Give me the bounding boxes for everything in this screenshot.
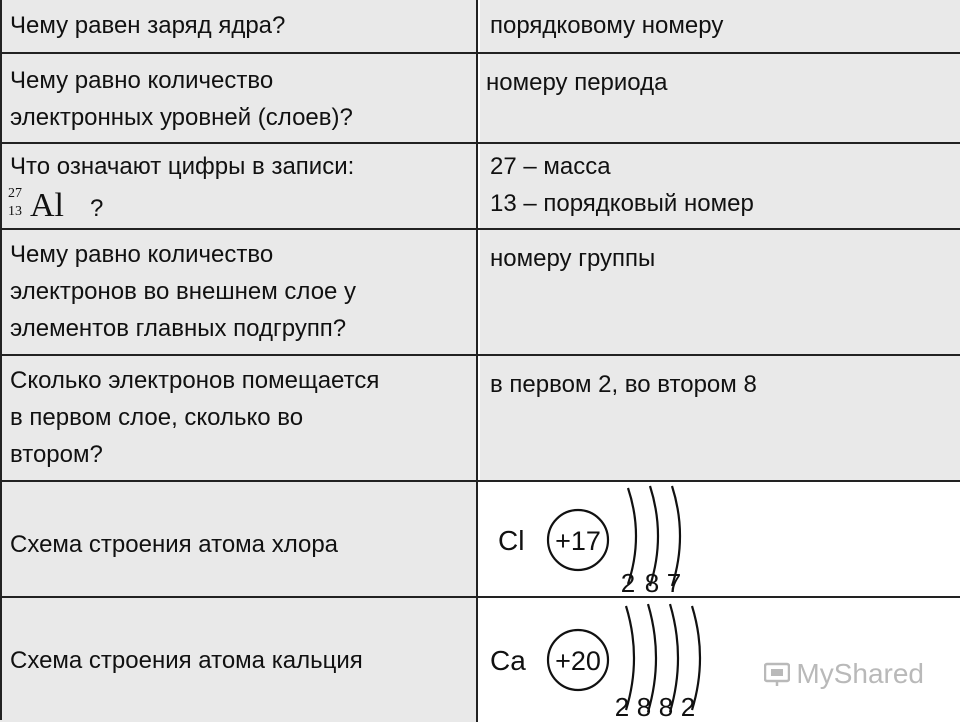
nucleus-charge: +17	[555, 526, 601, 556]
answer-text: номеру периода	[486, 69, 668, 96]
answer-line: 13 – порядковый номер	[490, 190, 754, 217]
watermark	[764, 658, 924, 690]
isotope-mass: 27	[8, 186, 22, 201]
question-cell	[0, 0, 478, 52]
chlorine-atom-scheme	[480, 482, 958, 598]
element-symbol: Cl	[498, 525, 525, 556]
table-row	[0, 228, 960, 356]
nucleus-charge: +20	[555, 646, 601, 676]
answer-cell	[480, 356, 960, 482]
table-row	[0, 480, 960, 598]
question-line: элементов главных подгрупп?	[10, 315, 347, 342]
question-text: Чему равен заряд ядра?	[10, 12, 286, 39]
shell-electron-count: 8	[644, 568, 660, 598]
question-line: Чему равно количество	[10, 67, 274, 94]
question-line: Сколько электронов помещается	[10, 367, 380, 394]
table-border-left	[0, 0, 2, 720]
question-mark: ?	[90, 195, 104, 222]
answer-cell	[480, 144, 960, 230]
question-text: Схема строения атома хлора	[10, 531, 339, 558]
answer-text: номеру группы	[490, 245, 656, 272]
shell-electron-count: 8	[658, 692, 674, 722]
answer-text: порядковому номеру	[490, 12, 724, 39]
shell-electron-count: 2	[680, 692, 696, 722]
answer-text: в первом 2, во втором 8	[490, 371, 757, 398]
table-row	[0, 142, 960, 230]
answer-cell	[480, 482, 960, 598]
watermark-text: MyShared	[796, 658, 924, 689]
question-line: в первом слое, сколько во	[10, 404, 304, 431]
table-row	[0, 354, 960, 482]
question-cell	[0, 54, 478, 144]
shell-electron-count: 2	[614, 692, 630, 722]
isotope-number: 13	[8, 204, 22, 219]
shell-electron-count: 7	[666, 568, 682, 598]
question-line: электронов во внешнем слое у	[10, 278, 357, 305]
table-row	[0, 52, 960, 144]
presentation-icon	[764, 661, 790, 687]
shell-electron-count: 8	[636, 692, 652, 722]
answer-cell	[480, 0, 960, 52]
question-text: Что означают цифры в записи:	[10, 153, 355, 180]
question-cell	[0, 482, 478, 598]
shell-electron-count: 2	[620, 568, 636, 598]
question-cell	[0, 230, 478, 356]
question-cell	[0, 356, 478, 482]
table-row	[0, 0, 960, 52]
isotope-symbol: Al	[30, 187, 64, 224]
question-line: втором?	[10, 441, 103, 468]
question-line: Чему равно количество	[10, 241, 274, 268]
answer-line: 27 – масса	[490, 153, 611, 180]
question-line: электронных уровней (слоев)?	[10, 104, 353, 131]
question-cell	[0, 144, 478, 230]
question-cell	[0, 598, 478, 722]
answer-cell	[480, 230, 960, 356]
question-text: Схема строения атома кальция	[10, 647, 363, 674]
element-symbol: Ca	[490, 645, 526, 676]
answer-cell	[480, 54, 960, 144]
